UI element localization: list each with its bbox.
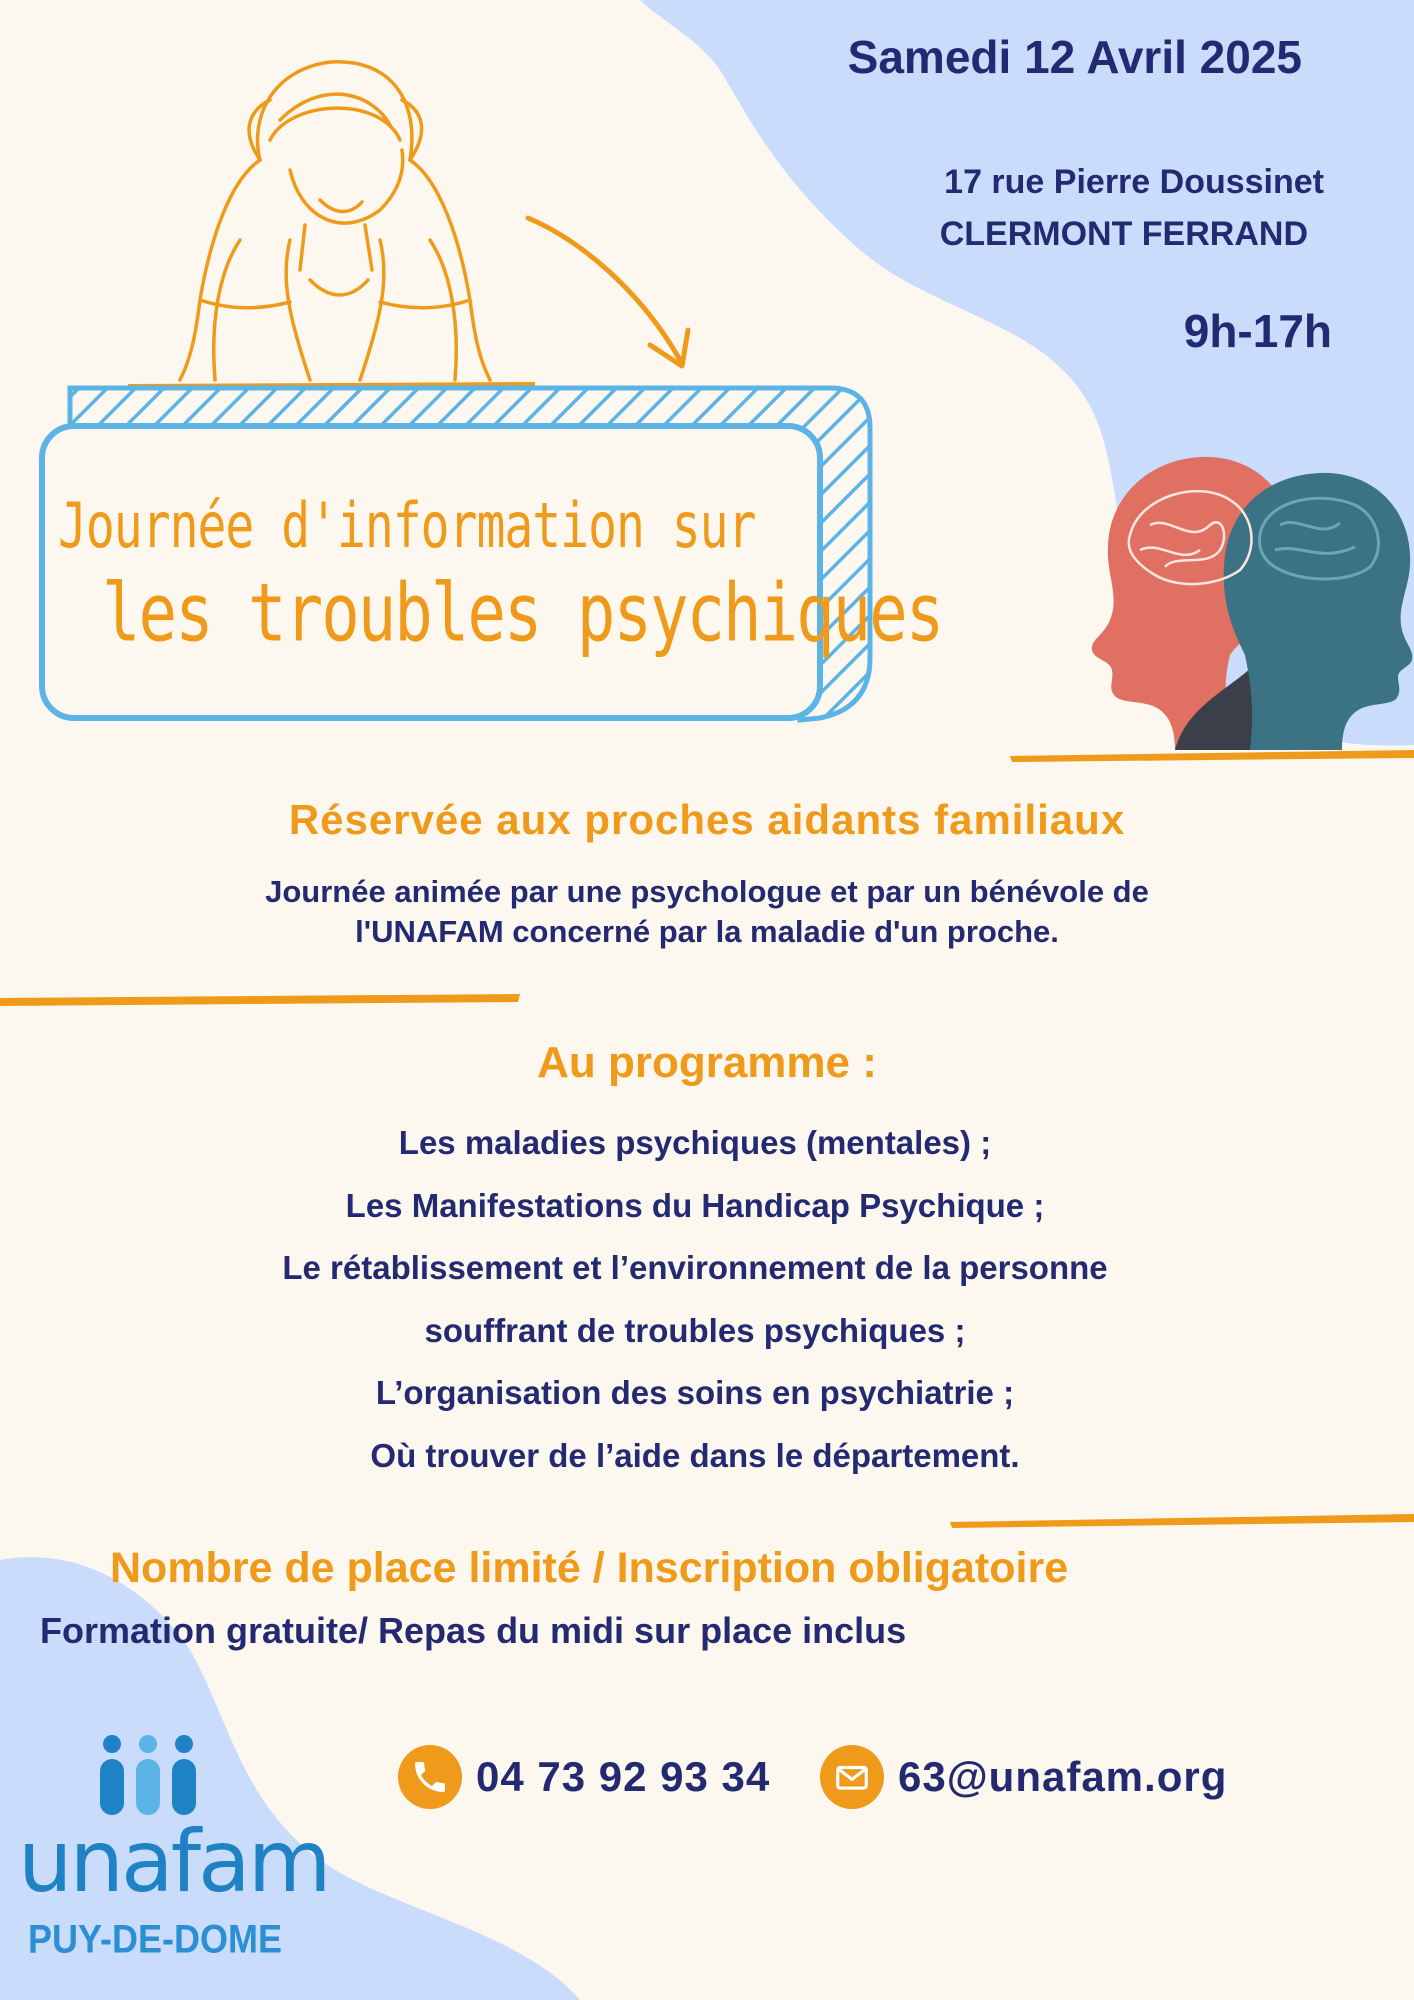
programme-item: Les Manifestations du Handicap Psychique ; bbox=[345, 1186, 1045, 1224]
programme-item: souffrant de troubles psychiques ; bbox=[424, 1311, 966, 1349]
description-line-1: Journée animée par une psychologue et par un bénévole de bbox=[265, 874, 1149, 909]
free-training-notice: Formation gratuite/ Repas du midi sur place inclus bbox=[40, 1610, 907, 1651]
programme-title: Au programme : bbox=[537, 1038, 877, 1087]
registration-notice: Nombre de place limité / Inscription obligatoire bbox=[110, 1544, 1069, 1592]
unafam-logo-text: unafam bbox=[18, 1812, 329, 1912]
description-line-2: l'UNAFAM concerné par la maladie d'un proche. bbox=[355, 914, 1059, 949]
programme-item: Où trouver de l’aide dans le département. bbox=[370, 1436, 1020, 1474]
unafam-people-logo-icon bbox=[96, 1735, 200, 1817]
address-street: 17 rue Pierre Doussinet bbox=[944, 163, 1324, 201]
programme-item: L’organisation des soins en psychiatrie ; bbox=[375, 1374, 1015, 1411]
title-line-2: les troubles psychiques bbox=[102, 568, 943, 661]
programme-list bbox=[0, 1112, 1390, 1487]
email-contact[interactable] bbox=[820, 1742, 1227, 1812]
envelope-icon bbox=[820, 1745, 884, 1809]
logo-region: PUY-DE-DOME bbox=[28, 1916, 283, 1962]
email-address[interactable]: 63@unafam.org bbox=[898, 1753, 1228, 1800]
phone-number[interactable]: 04 73 92 93 34 bbox=[476, 1753, 771, 1800]
programme-item: Les maladies psychiques (mentales) ; bbox=[398, 1124, 992, 1161]
two-heads-illustration bbox=[1080, 455, 1414, 750]
programme-item: Le rétablissement et l’environnement de la personne bbox=[282, 1249, 1108, 1286]
title-line-1: Journée d'information sur bbox=[58, 490, 756, 563]
event-hours: 9h-17h bbox=[1183, 305, 1332, 357]
phone-contact[interactable] bbox=[398, 1742, 770, 1812]
event-date: Samedi 12 Avril 2025 bbox=[847, 31, 1302, 83]
address-city: CLERMONT FERRAND bbox=[939, 215, 1308, 253]
audience-heading: Réservée aux proches aidants familiaux bbox=[288, 796, 1126, 843]
phone-icon bbox=[398, 1745, 462, 1809]
event-address bbox=[940, 156, 1324, 260]
audience-description bbox=[0, 872, 1414, 952]
distressed-person-illustration bbox=[140, 40, 520, 390]
